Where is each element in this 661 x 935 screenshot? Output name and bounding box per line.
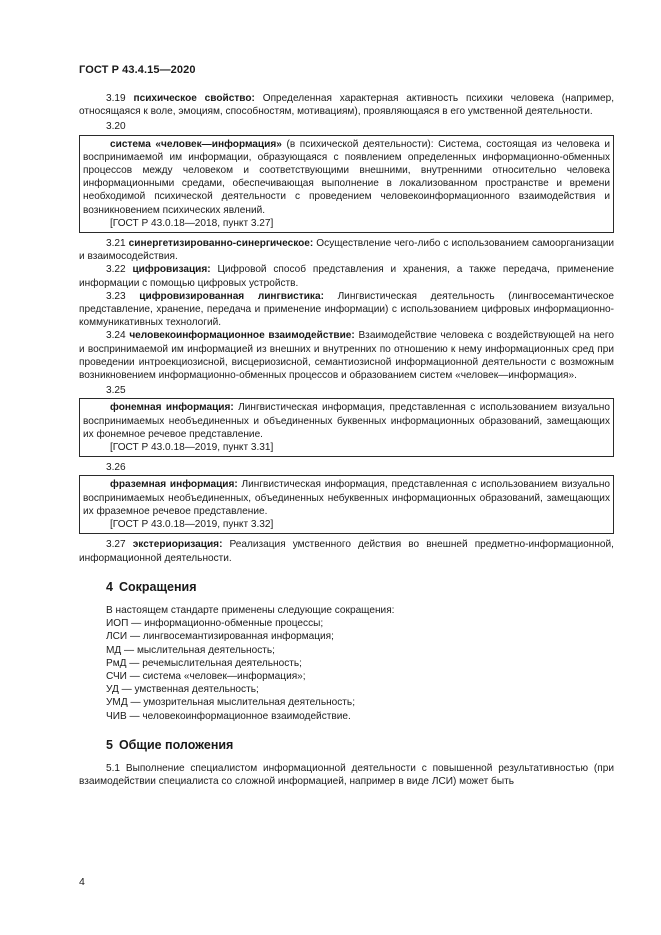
abbreviation-item: ЧИВ — человекоинформационное взаимодействие.: [106, 710, 351, 722]
entry-3-21: [79, 237, 614, 263]
entry-number: 3.23: [106, 290, 126, 302]
entry-3-24: [79, 329, 614, 382]
entry-term: синергетизированно-синергическое:: [128, 238, 314, 250]
section-title: Общие положения: [118, 737, 234, 752]
entry-3-19: [79, 92, 614, 118]
entry-term: человекоинформационное взаимодействие:: [129, 330, 355, 342]
entry-definition: Цифровой способ представления и хранения, а также передача, применение информации с помощью цифровых устройств.: [79, 264, 614, 289]
entry-definition: Определенная характерная активность психики человека (например, относящаяся к воле, эмоциям, способностям, мотивациям), проявляющаяся в его умственной деятельности.: [79, 93, 615, 118]
entry-definition: Лингвистическая информация, представленная с использованием визуально воспринимаемых необъединенных, объединенных небуквенных информационных образований, замещающих их фраземное речевое представление.: [83, 479, 611, 517]
entry-3-27: [79, 538, 614, 564]
abbreviation-item: РмД — речемыслительная деятельность;: [106, 657, 302, 669]
definition-box-3-26: [79, 475, 614, 534]
entry-3-22: [79, 263, 614, 289]
entry-definition: Лингвистическая информация, представленная с использованием визуально воспринимаемых необъединенных и объединенных буквенных информационных образований, замещающих их фонемное речевое представление.: [83, 402, 610, 440]
entry-term: психическое свойство:: [133, 93, 255, 104]
source-reference: [ГОСТ Р 43.0.18—2019, пункт 3.31]: [110, 442, 274, 454]
entry-number: 3.24: [106, 330, 126, 342]
document-header: ГОСТ Р 43.4.15—2020: [79, 64, 196, 76]
entry-text: [83, 401, 610, 441]
abbreviation-item: УД — умственная деятельность;: [106, 684, 259, 696]
entry-term: система «человек—информация»: [110, 138, 282, 150]
entry-number: 3.20: [106, 121, 126, 133]
section-4-heading: [106, 581, 614, 594]
abbreviations-intro: В настоящем стандарте применены следующие сокращения:: [106, 604, 395, 616]
entry-number: 3.19: [106, 93, 126, 104]
entry-definition: Осуществление чего-либо с использованием самоорганизации и взаимосодействия.: [79, 238, 614, 263]
entry-number: 3.27: [106, 539, 126, 551]
entry-term: фонемная информация:: [110, 402, 234, 414]
entry-definition: Лингвистическая деятельность (лингвосемантическое представление, хранение, передача и применение информации) с использованием цифровых информационно-коммуникативных технологий.: [79, 290, 615, 329]
section-number: 4: [106, 579, 113, 594]
entry-3-23: [79, 290, 614, 330]
entry-term: фраземная информация:: [110, 479, 238, 491]
source-reference: [ГОСТ Р 43.0.18—2018, пункт 3.27]: [110, 217, 274, 229]
entry-text: [83, 138, 610, 217]
entry-number: 3.26: [106, 462, 126, 474]
abbreviation-item: МД — мыслительная деятельность;: [106, 644, 275, 656]
abbreviations-list: [79, 604, 614, 723]
abbreviation-item: ИОП — информационно-обменные процессы;: [106, 618, 324, 630]
source-reference: [ГОСТ Р 43.0.18—2019, пункт 3.32]: [110, 519, 274, 531]
definition-box-3-25: [79, 398, 614, 457]
abbreviation-item: СЧИ — система «человек—информация»;: [106, 670, 306, 682]
entry-term: экстериоризация:: [132, 539, 223, 551]
entry-definition: Взаимодействие человека с воздействующей на него и воспринимаемой им информацией из внешних и внутренних по отношению к нему информационных сред при проведении интроекциозисной, висцериозисной, семантиозисной информационной деятельности с возможным возникновением информационно-обменных процессов и образованием систем «человек—информация».: [79, 330, 614, 382]
section-number: 5: [106, 737, 113, 752]
page-number: 4: [79, 876, 85, 888]
section-title: Сокращения: [118, 579, 197, 594]
entry-definition: Реализация умственного действия во внешней предметно-информационной, информационной деятельности.: [79, 539, 614, 564]
entry-number: 3.22: [106, 264, 126, 276]
paragraph-5-1: 5.1 Выполнение специалистом информационной деятельности с повышенной результативностью (при взаимодействии специалиста со сложной информацией, например в виде ЛСИ) может быть: [79, 762, 614, 788]
entry-term: цифровизация:: [132, 264, 211, 276]
abbreviation-item: ЛСИ — лингвосемантизированная информация;: [106, 631, 334, 643]
entry-text: [83, 478, 610, 518]
abbreviation-item: УМД — умозрительная мыслительная деятельность;: [106, 697, 355, 709]
section-5-heading: [106, 739, 614, 752]
entry-definition: (в психической деятельности): Система, состоящая из человека и воспринимаемой им информации, образующаяся с появлением определенных информационно-обменных процессов между человеком и соответствующими внешними, внутренними относительно человека информационными средами, обеспечивающая выполнение в локализованном пространстве и времени необходимой психической деятельности с проведением человекоинформационного взаимодействия и возникновением психических явлений.: [83, 138, 611, 216]
entry-term: цифровизированная лингвистика:: [139, 290, 324, 302]
entry-number: 3.25: [106, 385, 126, 397]
entry-number: 3.21: [106, 238, 126, 250]
document-body: [79, 92, 614, 788]
definition-box-3-20: [79, 135, 614, 233]
